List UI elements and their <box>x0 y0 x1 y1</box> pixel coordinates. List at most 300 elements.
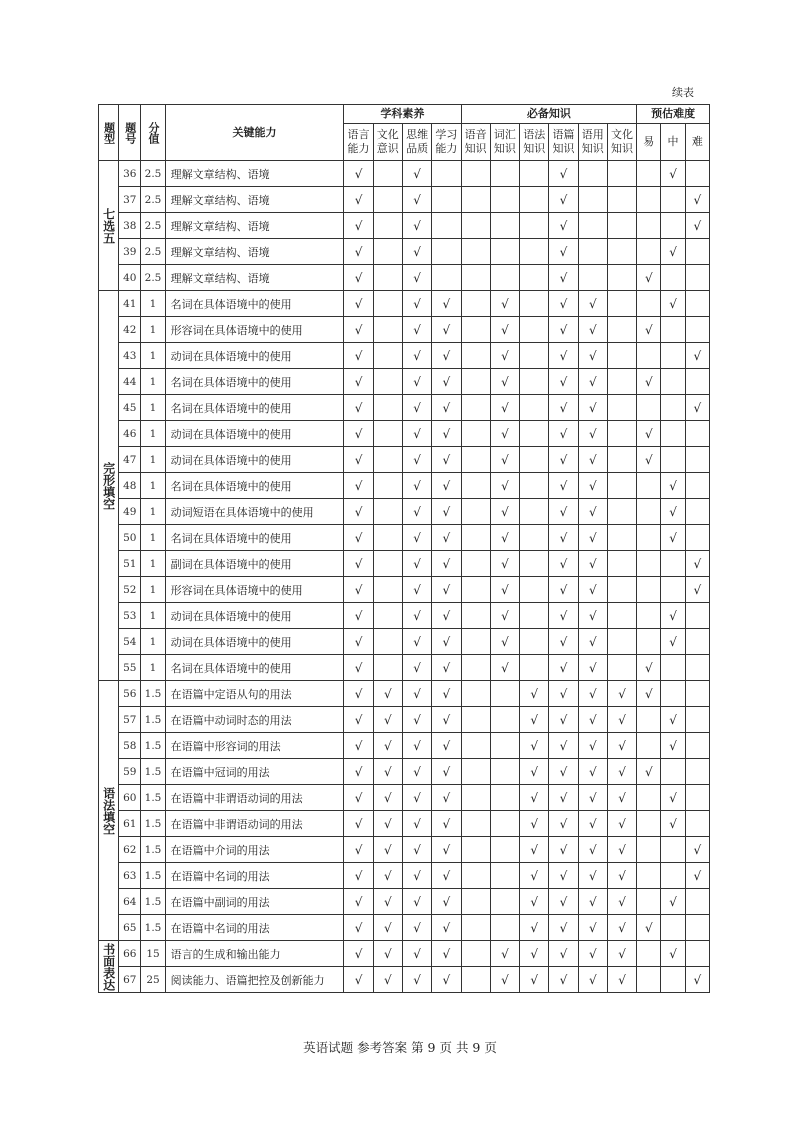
check-cell <box>637 551 661 577</box>
header-sub-5: 词汇知识 <box>490 124 519 161</box>
check-cell: √ <box>661 603 685 629</box>
question-number: 39 <box>119 239 141 265</box>
key-skill: 理解文章结构、语境 <box>165 187 344 213</box>
check-cell: √ <box>373 837 402 863</box>
check-cell: √ <box>637 317 661 343</box>
check-cell: √ <box>432 395 461 421</box>
check-cell <box>637 837 661 863</box>
check-cell: √ <box>549 187 578 213</box>
question-score: 1 <box>141 447 165 473</box>
check-cell <box>607 239 636 265</box>
check-cell: √ <box>490 655 519 681</box>
check-cell <box>637 291 661 317</box>
check-cell <box>520 317 549 343</box>
check-cell <box>637 343 661 369</box>
table-row <box>99 681 710 707</box>
check-cell: √ <box>402 863 431 889</box>
check-cell: √ <box>344 863 373 889</box>
check-cell <box>578 265 607 291</box>
header-sub-1: 文化意识 <box>373 124 402 161</box>
check-cell <box>373 551 402 577</box>
check-cell <box>578 161 607 187</box>
check-cell <box>637 499 661 525</box>
check-cell: √ <box>402 239 431 265</box>
table-row <box>99 759 710 785</box>
check-cell: √ <box>549 577 578 603</box>
table-row <box>99 369 710 395</box>
question-score: 25 <box>141 967 165 993</box>
check-cell: √ <box>520 837 549 863</box>
question-number: 60 <box>119 785 141 811</box>
question-score: 1.5 <box>141 733 165 759</box>
check-cell: √ <box>432 317 461 343</box>
check-cell <box>373 655 402 681</box>
table-row <box>99 187 710 213</box>
check-cell <box>607 161 636 187</box>
check-cell <box>637 941 661 967</box>
check-cell <box>685 707 709 733</box>
check-cell <box>461 811 490 837</box>
check-cell: √ <box>578 759 607 785</box>
check-cell: √ <box>402 499 431 525</box>
check-cell <box>607 629 636 655</box>
check-cell: √ <box>578 525 607 551</box>
check-cell: √ <box>402 759 431 785</box>
check-cell: √ <box>432 941 461 967</box>
question-score: 1.5 <box>141 889 165 915</box>
question-number: 53 <box>119 603 141 629</box>
check-cell: √ <box>402 525 431 551</box>
check-cell <box>373 161 402 187</box>
check-cell: √ <box>432 733 461 759</box>
check-cell <box>461 837 490 863</box>
check-cell: √ <box>549 473 578 499</box>
question-number: 37 <box>119 187 141 213</box>
check-cell <box>520 447 549 473</box>
check-cell: √ <box>661 941 685 967</box>
check-cell: √ <box>432 681 461 707</box>
question-score: 2.5 <box>141 213 165 239</box>
key-skill: 形容词在具体语境中的使用 <box>165 317 344 343</box>
check-cell: √ <box>549 837 578 863</box>
check-cell <box>607 291 636 317</box>
check-cell: √ <box>607 681 636 707</box>
check-cell: √ <box>520 941 549 967</box>
header-difficulty-group: 预估难度 <box>637 105 710 124</box>
check-cell: √ <box>432 915 461 941</box>
question-score: 1 <box>141 577 165 603</box>
check-cell: √ <box>549 213 578 239</box>
question-number: 58 <box>119 733 141 759</box>
key-skill: 在语篇中副词的用法 <box>165 889 344 915</box>
question-score: 1.5 <box>141 707 165 733</box>
check-cell: √ <box>549 863 578 889</box>
key-skill: 形容词在具体语境中的使用 <box>165 577 344 603</box>
check-cell: √ <box>490 317 519 343</box>
header-sub-9: 文化知识 <box>607 124 636 161</box>
check-cell: √ <box>549 811 578 837</box>
check-cell <box>461 291 490 317</box>
question-score: 1.5 <box>141 681 165 707</box>
check-cell: √ <box>578 707 607 733</box>
table-row <box>99 577 710 603</box>
check-cell <box>490 733 519 759</box>
check-cell: √ <box>685 551 709 577</box>
check-cell: √ <box>402 473 431 499</box>
key-skill: 在语篇中非谓语动词的用法 <box>165 811 344 837</box>
check-cell: √ <box>637 681 661 707</box>
check-cell <box>607 577 636 603</box>
check-cell: √ <box>402 941 431 967</box>
check-cell <box>520 655 549 681</box>
check-cell: √ <box>402 369 431 395</box>
check-cell <box>373 369 402 395</box>
check-cell <box>661 447 685 473</box>
table-row <box>99 213 710 239</box>
table-row <box>99 915 710 941</box>
check-cell: √ <box>344 811 373 837</box>
check-cell <box>520 421 549 447</box>
question-number: 42 <box>119 317 141 343</box>
check-cell: √ <box>402 629 431 655</box>
check-cell: √ <box>661 733 685 759</box>
check-cell <box>490 915 519 941</box>
check-cell <box>490 187 519 213</box>
check-cell <box>461 317 490 343</box>
check-cell <box>520 213 549 239</box>
check-cell <box>685 265 709 291</box>
check-cell: √ <box>344 629 373 655</box>
question-score: 1 <box>141 421 165 447</box>
check-cell: √ <box>373 889 402 915</box>
header-sub-10: 易 <box>637 124 661 161</box>
key-skill: 理解文章结构、语境 <box>165 161 344 187</box>
check-cell: √ <box>432 889 461 915</box>
check-cell: √ <box>373 785 402 811</box>
check-cell <box>490 811 519 837</box>
check-cell: √ <box>661 239 685 265</box>
table-row <box>99 603 710 629</box>
check-cell: √ <box>637 421 661 447</box>
check-cell <box>461 707 490 733</box>
check-cell: √ <box>578 577 607 603</box>
check-cell <box>373 603 402 629</box>
table-row <box>99 733 710 759</box>
key-skill: 名词在具体语境中的使用 <box>165 395 344 421</box>
check-cell: √ <box>549 785 578 811</box>
check-cell: √ <box>344 421 373 447</box>
check-cell <box>373 213 402 239</box>
question-number: 56 <box>119 681 141 707</box>
header-sub-12: 难 <box>685 124 709 161</box>
check-cell: √ <box>432 499 461 525</box>
check-cell <box>520 161 549 187</box>
header-number: 题号 <box>119 105 141 161</box>
check-cell: √ <box>578 473 607 499</box>
check-cell <box>520 499 549 525</box>
check-cell <box>373 499 402 525</box>
check-cell: √ <box>344 551 373 577</box>
check-cell <box>520 551 549 577</box>
check-cell: √ <box>549 655 578 681</box>
check-cell: √ <box>344 265 373 291</box>
check-cell: √ <box>402 967 431 993</box>
question-score: 1 <box>141 473 165 499</box>
check-cell: √ <box>344 915 373 941</box>
check-cell: √ <box>432 603 461 629</box>
check-cell: √ <box>549 629 578 655</box>
check-cell: √ <box>402 655 431 681</box>
check-cell <box>461 239 490 265</box>
check-cell <box>520 369 549 395</box>
check-cell <box>490 239 519 265</box>
check-cell: √ <box>402 603 431 629</box>
check-cell <box>685 473 709 499</box>
header-knowledge-group: 必备知识 <box>461 105 637 124</box>
check-cell: √ <box>344 707 373 733</box>
question-number: 41 <box>119 291 141 317</box>
table-row <box>99 291 710 317</box>
check-cell: √ <box>490 551 519 577</box>
check-cell: √ <box>402 291 431 317</box>
check-cell: √ <box>432 629 461 655</box>
check-cell <box>661 187 685 213</box>
check-cell <box>461 603 490 629</box>
question-number: 67 <box>119 967 141 993</box>
key-skill: 在语篇中介词的用法 <box>165 837 344 863</box>
question-score: 1.5 <box>141 785 165 811</box>
check-cell <box>685 161 709 187</box>
check-cell <box>373 187 402 213</box>
check-cell: √ <box>373 707 402 733</box>
check-cell <box>637 525 661 551</box>
table-row <box>99 161 710 187</box>
check-cell <box>637 161 661 187</box>
check-cell: √ <box>637 655 661 681</box>
check-cell: √ <box>402 395 431 421</box>
check-cell: √ <box>661 499 685 525</box>
check-cell <box>520 343 549 369</box>
check-cell <box>607 187 636 213</box>
check-cell <box>607 603 636 629</box>
check-cell: √ <box>344 655 373 681</box>
check-cell: √ <box>549 395 578 421</box>
check-cell: √ <box>549 447 578 473</box>
check-cell: √ <box>490 525 519 551</box>
check-cell <box>685 317 709 343</box>
key-skill: 动词在具体语境中的使用 <box>165 447 344 473</box>
question-number: 52 <box>119 577 141 603</box>
question-number: 57 <box>119 707 141 733</box>
check-cell: √ <box>344 525 373 551</box>
check-cell: √ <box>432 707 461 733</box>
key-skill: 在语篇中定语从句的用法 <box>165 681 344 707</box>
check-cell <box>637 213 661 239</box>
check-cell <box>490 161 519 187</box>
check-cell: √ <box>607 941 636 967</box>
key-skill: 理解文章结构、语境 <box>165 239 344 265</box>
check-cell <box>578 239 607 265</box>
check-cell <box>661 577 685 603</box>
check-cell: √ <box>578 603 607 629</box>
check-cell <box>607 525 636 551</box>
check-cell: √ <box>402 447 431 473</box>
check-cell: √ <box>578 421 607 447</box>
check-cell: √ <box>607 759 636 785</box>
question-number: 63 <box>119 863 141 889</box>
check-cell: √ <box>432 421 461 447</box>
check-cell: √ <box>432 967 461 993</box>
question-score: 1 <box>141 343 165 369</box>
check-cell: √ <box>344 213 373 239</box>
header-sub-3: 学习能力 <box>432 124 461 161</box>
check-cell: √ <box>344 447 373 473</box>
check-cell <box>490 889 519 915</box>
check-cell: √ <box>344 161 373 187</box>
check-cell <box>607 499 636 525</box>
check-cell: √ <box>578 317 607 343</box>
header-sub-11: 中 <box>661 124 685 161</box>
check-cell: √ <box>344 733 373 759</box>
question-score: 1 <box>141 291 165 317</box>
check-cell: √ <box>490 369 519 395</box>
check-cell: √ <box>373 759 402 785</box>
check-cell: √ <box>373 967 402 993</box>
check-cell <box>661 655 685 681</box>
check-cell: √ <box>661 811 685 837</box>
check-cell: √ <box>344 369 373 395</box>
check-cell: √ <box>402 785 431 811</box>
check-cell <box>637 577 661 603</box>
check-cell: √ <box>578 941 607 967</box>
check-cell: √ <box>344 187 373 213</box>
check-cell: √ <box>607 967 636 993</box>
check-cell <box>607 317 636 343</box>
check-cell <box>661 317 685 343</box>
check-cell <box>373 629 402 655</box>
key-skill: 名词在具体语境中的使用 <box>165 655 344 681</box>
check-cell: √ <box>520 863 549 889</box>
check-cell: √ <box>549 889 578 915</box>
check-cell: √ <box>344 577 373 603</box>
check-cell: √ <box>490 967 519 993</box>
continued-label: 续表 <box>672 86 694 99</box>
check-cell <box>685 369 709 395</box>
check-cell <box>607 265 636 291</box>
check-cell <box>685 629 709 655</box>
table-row <box>99 655 710 681</box>
table-row <box>99 889 710 915</box>
table-row <box>99 707 710 733</box>
question-score: 15 <box>141 941 165 967</box>
key-skill: 名词在具体语境中的使用 <box>165 525 344 551</box>
check-cell: √ <box>344 759 373 785</box>
check-cell: √ <box>402 343 431 369</box>
check-cell: √ <box>344 941 373 967</box>
key-skill: 在语篇中非谓语动词的用法 <box>165 785 344 811</box>
check-cell: √ <box>607 707 636 733</box>
check-cell: √ <box>344 239 373 265</box>
key-skill: 动词短语在具体语境中的使用 <box>165 499 344 525</box>
section-label: 语法填空 <box>99 681 119 941</box>
question-score: 2.5 <box>141 187 165 213</box>
check-cell: √ <box>578 837 607 863</box>
question-number: 48 <box>119 473 141 499</box>
check-cell <box>373 447 402 473</box>
check-cell: √ <box>373 811 402 837</box>
check-cell: √ <box>661 291 685 317</box>
question-number: 49 <box>119 499 141 525</box>
check-cell: √ <box>402 811 431 837</box>
check-cell <box>661 837 685 863</box>
question-score: 1.5 <box>141 759 165 785</box>
check-cell <box>607 369 636 395</box>
check-cell <box>685 525 709 551</box>
check-cell <box>685 889 709 915</box>
check-cell <box>490 213 519 239</box>
check-cell <box>607 655 636 681</box>
check-cell: √ <box>578 395 607 421</box>
check-cell <box>461 525 490 551</box>
table-row <box>99 967 710 993</box>
table-row <box>99 629 710 655</box>
check-cell: √ <box>685 395 709 421</box>
table-row <box>99 421 710 447</box>
table-row <box>99 863 710 889</box>
table-row <box>99 473 710 499</box>
key-skill: 阅读能力、语篇把控及创新能力 <box>165 967 344 993</box>
table-row <box>99 317 710 343</box>
check-cell: √ <box>549 707 578 733</box>
check-cell <box>637 733 661 759</box>
check-cell <box>637 811 661 837</box>
check-cell: √ <box>549 265 578 291</box>
question-score: 1 <box>141 525 165 551</box>
check-cell <box>578 187 607 213</box>
check-cell: √ <box>637 915 661 941</box>
check-cell: √ <box>578 889 607 915</box>
check-cell <box>461 447 490 473</box>
check-cell: √ <box>685 863 709 889</box>
check-cell: √ <box>549 421 578 447</box>
question-number: 55 <box>119 655 141 681</box>
check-cell: √ <box>549 525 578 551</box>
answer-analysis-table <box>98 104 710 993</box>
check-cell: √ <box>549 291 578 317</box>
check-cell: √ <box>549 161 578 187</box>
check-cell <box>490 837 519 863</box>
check-cell: √ <box>685 837 709 863</box>
check-cell: √ <box>637 369 661 395</box>
key-skill: 动词在具体语境中的使用 <box>165 421 344 447</box>
check-cell: √ <box>578 291 607 317</box>
check-cell <box>373 343 402 369</box>
question-score: 1 <box>141 603 165 629</box>
check-cell: √ <box>344 837 373 863</box>
table-row <box>99 239 710 265</box>
check-cell: √ <box>637 759 661 785</box>
check-cell <box>661 759 685 785</box>
check-cell <box>661 421 685 447</box>
check-cell: √ <box>578 655 607 681</box>
check-cell <box>685 447 709 473</box>
check-cell: √ <box>432 291 461 317</box>
check-cell: √ <box>520 811 549 837</box>
check-cell <box>637 629 661 655</box>
check-cell: √ <box>549 733 578 759</box>
check-cell <box>520 265 549 291</box>
check-cell: √ <box>520 681 549 707</box>
